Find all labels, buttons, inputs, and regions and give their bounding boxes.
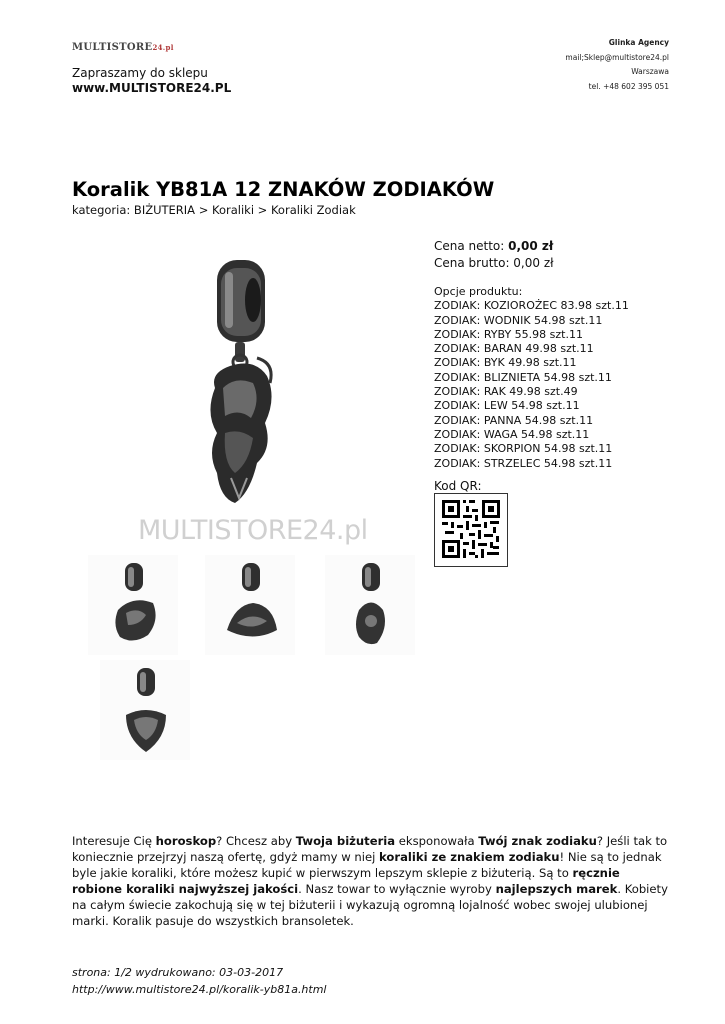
option-item: ZODIAK: PANNA 54.98 szt.11 [434, 413, 594, 427]
price-net-value: 0,00 zł [508, 239, 554, 253]
page-footer [72, 964, 327, 998]
qr-code[interactable] [434, 493, 508, 567]
welcome-block [72, 66, 231, 96]
description-text: Interesuje Cię [72, 834, 156, 848]
product-options [434, 285, 629, 471]
product-title: Koralik YB81A 12 ZNAKÓW ZODIAKÓW [72, 178, 495, 201]
product-main-image[interactable] [195, 258, 285, 538]
description-emphasis: koraliki ze znakiem zodiaku [379, 850, 560, 865]
option-item: ZODIAK: STRZELEC 54.98 szt.11 [434, 456, 613, 470]
description-text: . Nasz towar to wyłącznie wyroby [298, 882, 496, 897]
agency-contact [565, 36, 669, 94]
product-description [72, 833, 672, 930]
logo-suffix: 24.pl [152, 43, 174, 52]
option-item: ZODIAK: KOZIOROŻEC 83.98 szt.11 [434, 299, 629, 313]
description-emphasis: Twoja biżuteria [295, 834, 396, 848]
qr-code-image [435, 494, 507, 566]
product-thumbnail[interactable] [325, 555, 415, 655]
option-item: ZODIAK: RAK 49.98 szt.49 [434, 385, 578, 399]
shop-logo[interactable] [72, 42, 174, 53]
product-thumbnail[interactable] [205, 555, 295, 655]
price-gross: Cena brutto: 0,00 zł [434, 256, 554, 270]
welcome-line: Zapraszamy do sklepu [72, 66, 208, 80]
watermark-text: MULTISTORE24.pl [138, 515, 368, 546]
agency-email[interactable]: mail;Sklep@multistore24.pl [565, 52, 669, 62]
price-net-label: Cena netto: [434, 239, 509, 253]
description-emphasis: horoskop [155, 834, 217, 848]
agency-phone: tel. +48 602 395 051 [588, 81, 669, 91]
option-item: ZODIAK: WODNIK 54.98 szt.11 [434, 313, 603, 327]
product-thumbnail[interactable] [88, 555, 178, 655]
option-item: ZODIAK: BYK 49.98 szt.11 [434, 356, 577, 370]
agency-city: Warszawa [631, 67, 669, 76]
description-emphasis: Twój znak zodiaku [478, 834, 597, 848]
option-item: ZODIAK: RYBY 55.98 szt.11 [434, 327, 583, 341]
options-title: Opcje produktu: [434, 285, 523, 298]
print-info: strona: 1/2 wydrukowano: 03-03-2017 [72, 966, 284, 979]
description-text: ? Jeśli tak to koniecznie przejrzyj naszą ofertę, gdyż mamy w niej [72, 834, 668, 865]
description-text: ! Nie są to jednak byle jakie koraliki, które możesz kupić w pierwszym lepszym sklepie z biżuterią. Są to [72, 850, 662, 881]
product-url-link[interactable]: http://www.multistore24.pl/koralik-yb81a.html [72, 983, 327, 996]
option-item: ZODIAK: BLIZNIETA 54.98 szt.11 [434, 370, 612, 384]
product-thumbnail[interactable] [100, 660, 190, 760]
agency-name: Glinka Agency [608, 38, 669, 47]
description-text: ? Chcesz aby [216, 834, 296, 848]
price-net [434, 238, 554, 255]
option-item: ZODIAK: BARAN 49.98 szt.11 [434, 342, 594, 356]
option-item: ZODIAK: LEW 54.98 szt.11 [434, 399, 580, 413]
price-block [434, 238, 554, 272]
shop-url-link[interactable]: www.MULTISTORE24.PL [72, 81, 232, 95]
description-emphasis: najlepszych marek [495, 882, 618, 897]
option-item: ZODIAK: SKORPION 54.98 szt.11 [434, 442, 613, 456]
option-item: ZODIAK: WAGA 54.98 szt.11 [434, 427, 590, 441]
logo-text: MULTISTORE [72, 42, 153, 53]
description-text: eksponowała [395, 834, 479, 848]
description-text: . Kobiety na całym świecie zakochują się w tej biżuterii i wykazują ogromną lojalność wobec swojej ulubionej marki. Koralik pasuje do wszystkich bransoletek. [72, 882, 668, 929]
qr-label: Kod QR: [434, 479, 482, 493]
description-emphasis: ręcznie robione koraliki najwyższej jakości [72, 866, 620, 897]
breadcrumb: kategoria: BIŻUTERIA > Koraliki > Koraliki Zodiak [72, 203, 356, 217]
